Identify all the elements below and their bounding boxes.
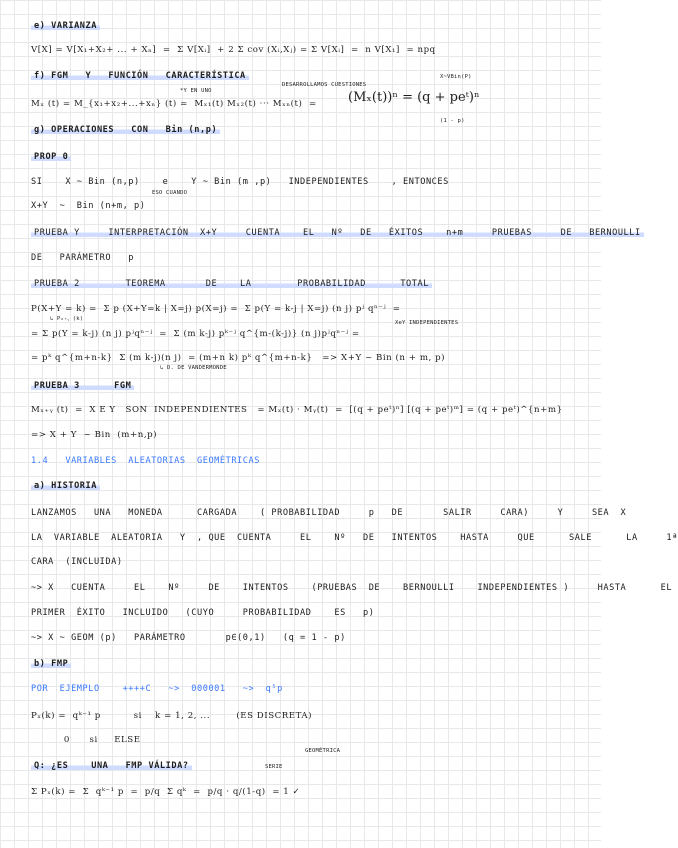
equation-line: Mₓ (t) = M_{x₁+x₂+...+xₙ} (t) = Mₓ₁(t) Mₓ₂(t) ··· Mₓₙ(t) =	[31, 99, 317, 109]
section-heading: a) HISTORIA	[31, 480, 100, 492]
annotation: ↳ Pₓ₊ᵧ (k)	[50, 316, 84, 322]
equation-line: Σ Pₓ(k) = Σ qᵏ⁻¹ p = p/q Σ qᵏ = p/q · q/(1-q) = 1 ✓	[31, 787, 301, 797]
section-heading: PRUEBA 3 FGM	[31, 380, 134, 392]
section-heading: f) FGM Y FUNCIÓN CARACTERÍSTICA	[31, 70, 249, 82]
annotation: GEOMÉTRICA	[305, 748, 341, 754]
section-heading: b) FMP	[31, 658, 71, 670]
equation-line: 0 si ELSE	[31, 735, 141, 745]
annotation: XeY INDEPENDIENTES	[395, 320, 459, 326]
section-heading: e) VARIANZA	[31, 20, 100, 32]
equation-line: V[X] = V[X₁+X₂+ ... + Xₙ] = Σ V[Xᵢ] + 2 Σ cov (Xᵢ,Xⱼ) = Σ V[Xᵢ] = n V[X₁] = npq	[31, 45, 436, 55]
prop-heading: PROP 0	[31, 151, 71, 163]
text-line: SI X ~ Bin (n,p) e Y ~ Bin (m ,p) INDEPENDIENTES , ENTONCES	[31, 177, 449, 187]
text-line: ~> X ~ GEOM (p) PARÁMETRO p∈(0,1) (q = 1 - p)	[31, 633, 346, 643]
equation-line: = pᵏ q^{m+n-k} Σ (m k-j)(n j) = (m+n k) pᵏ q^{m+n-k} => X+Y ~ Bin (n + m, p)	[31, 353, 446, 363]
question-heading: Q: ¿ES UNA FMP VÁLIDA?	[31, 760, 192, 772]
text-line: PRUEBA Y INTERPRETACIÓN X+Y CUENTA EL Nº DE ÉXITOS n+m PRUEBAS DE BERNOULLI	[31, 227, 644, 239]
equation-line: Pₓ(k) = qᵏ⁻¹ p si k = 1, 2, ... (ES DISCRETA)	[31, 711, 313, 721]
text-line: LANZAMOS UNA MONEDA CARGADA ( PROBABILIDAD p DE SALIR CARA) Y SEA X	[31, 508, 627, 518]
text-line: LA VARIABLE ALEATORIA Y , QUE CUENTA EL Nº DE INTENTOS HASTA QUE SALE LA 1ª	[31, 533, 678, 543]
chapter-heading: 1.4 VARIABLES ALEATORIAS GEOMÉTRICAS	[31, 456, 260, 466]
text-line: CARA (INCLUIDA)	[31, 557, 123, 567]
text-line: ~> X CUENTA EL Nº DE INTENTOS (PRUEBAS DE BERNOULLI INDEPENDIENTES ) HASTA EL	[31, 583, 673, 593]
annotation: *Y EN UNO	[180, 88, 212, 94]
equation-line: => X + Y ~ Bin (m+n,p)	[31, 430, 158, 440]
annotation: (1 - p)	[440, 118, 465, 124]
section-heading: g) OPERACIONES CON Bin (n,p)	[31, 124, 220, 136]
annotation: ↳ D. DE VANDERMONDE	[160, 365, 227, 371]
text-line: PRUEBA 2 TEOREMA DE LA PROBABILIDAD TOTAL	[31, 278, 432, 290]
annotation: X~VBin(P)	[440, 74, 472, 80]
annotation: DESARROLLAMOS CUESTIONES	[282, 82, 367, 88]
annotation: SERIE	[265, 764, 283, 770]
text-line: PRIMER ÉXITO INCLUIDO (CUYO PROBABILIDAD ES p)	[31, 608, 375, 618]
annotation: ESO CUANDO	[152, 190, 188, 196]
text-line: X+Y ~ Bin (n+m, p)	[31, 201, 146, 211]
equation-line: = Σ p(Y = k-j) (n j) pʲqⁿ⁻ʲ = Σ (m k-j) pᵏ⁻ʲ q^{m-(k-j)} (n j)pʲqⁿ⁻ʲ =	[31, 329, 360, 339]
equation-line: P(X+Y = k) = Σ p (X+Y=k | X=j) p(X=j) = Σ p(Y = k-j | X=j) (n j) pʲ qⁿ⁻ʲ =	[31, 304, 401, 314]
equation-large: (Mₓ(t))ⁿ = (q + peᵗ)ⁿ	[348, 90, 480, 105]
example-line: POR EJEMPLO ++++C ~> 000001 ~> q⁵p	[31, 684, 283, 694]
equation-line: Mₓ₊ᵧ (t) = X E Y SON INDEPENDIENTES = Mₓ(t) · Mᵧ(t) = [(q + peᵗ)ⁿ] [(q + peᵗ)ᵐ] = (q + peᵗ)^{n+m}	[31, 405, 563, 415]
text-line: DE PARÁMETRO p	[31, 253, 135, 263]
